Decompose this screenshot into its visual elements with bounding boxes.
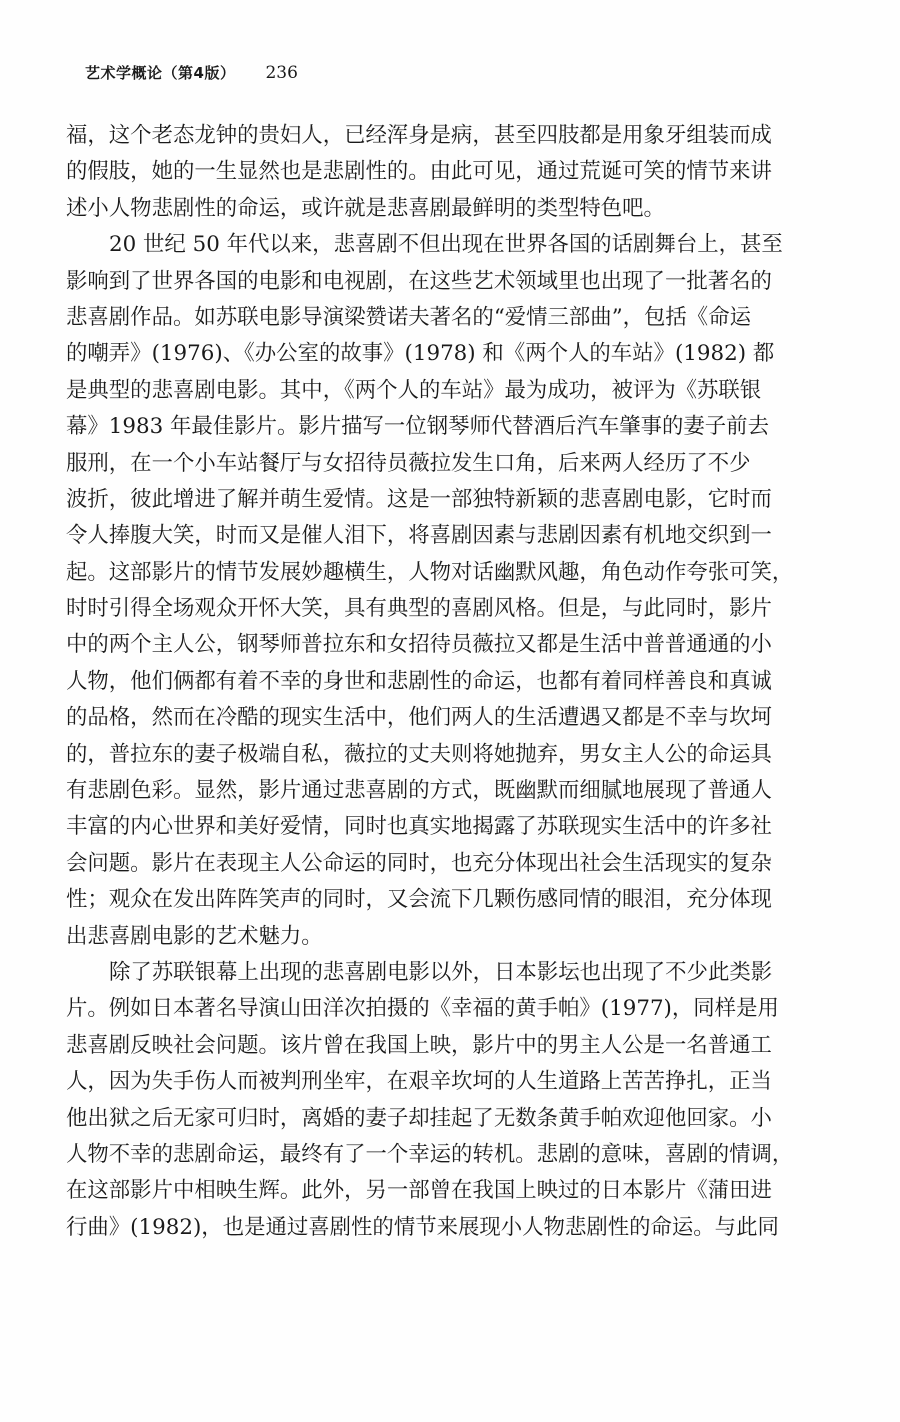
text-line: 行曲》(1982)，也是通过喜剧性的情节来展现小人物悲剧性的命运。与此同 bbox=[66, 1214, 779, 1240]
text-line: 的品格，然而在冷酷的现实生活中，他们两人的生活遭遇又都是不幸与坎坷 bbox=[66, 705, 772, 731]
text-line: 述小人物悲剧性的命运，或许就是悲喜剧最鲜明的类型特色吧。 bbox=[66, 195, 665, 221]
text-line: 悲喜剧反映社会问题。该片曾在我国上映，影片中的男主人公是一名普通工 bbox=[66, 1032, 772, 1058]
running-head bbox=[85, 62, 298, 86]
text-line: 片。例如日本著名导演山田洋次拍摄的《幸福的黄手帕》(1977)，同样是用 bbox=[66, 996, 779, 1022]
text-line: 丰富的内心世界和美好爱情，同时也真实地揭露了苏联现实生活中的许多社 bbox=[66, 814, 772, 840]
text-line: 起。这部影片的情节发展妙趣横生，人物对话幽默风趣，角色动作夸张可笑， bbox=[66, 559, 794, 585]
text-line: 的，普拉东的妻子极端自私，薇拉的丈夫则将她抛弃，男女主人公的命运具 bbox=[66, 741, 772, 767]
text-line: 悲喜剧作品。如苏联电影导演梁赞诺夫著名的“爱情三部曲”，包括《命运 bbox=[66, 304, 751, 330]
body-text bbox=[66, 118, 844, 1246]
text-line: 人，因为失手伤人而被判刑坐牢，在艰辛坎坷的人生道路上苦苦挣扎，正当 bbox=[66, 1069, 772, 1095]
text-line: 服刑，在一个小车站餐厅与女招待员薇拉发生口角，后来两人经历了不少 bbox=[66, 450, 751, 476]
page-number: 236 bbox=[265, 63, 298, 83]
text-line: 是典型的悲喜剧电影。其中，《两个人的车站》最为成功，被评为《苏联银 bbox=[66, 377, 762, 403]
text-line: 波折，彼此增进了解并萌生爱情。这是一部独特新颖的悲喜剧电影，它时而 bbox=[66, 486, 772, 512]
text-line: 在这部影片中相映生辉。此外，另一部曾在我国上映过的日本影片《蒲田进 bbox=[66, 1178, 772, 1204]
text-line: 他出狱之后无家可归时，离婚的妻子却挂起了无数条黄手帕欢迎他回家。小 bbox=[66, 1105, 772, 1131]
book-title: 艺术学概论（第4版） bbox=[85, 64, 236, 82]
text-line: 福，这个老态龙钟的贵妇人，已经浑身是病，甚至四肢都是用象牙组装而成 bbox=[66, 123, 772, 148]
text-line: 出悲喜剧电影的艺术魅力。 bbox=[66, 923, 323, 949]
text-line: 幕》1983 年最佳影片。影片描写一位钢琴师代替酒后汽车肇事的妻子前去 bbox=[66, 414, 769, 440]
text-line: 令人捧腹大笑，时而又是催人泪下，将喜剧因素与悲剧因素有机地交织到一 bbox=[66, 523, 772, 549]
text-line: 性；观众在发出阵阵笑声的同时，又会流下几颗伤感同情的眼泪，充分体现 bbox=[66, 887, 772, 913]
text-line: 时时引得全场观众开怀大笑，具有典型的喜剧风格。但是，与此同时，影片 bbox=[66, 596, 772, 622]
text-line: 会问题。影片在表现主人公命运的同时，也充分体现出社会生活现实的复杂 bbox=[66, 850, 772, 876]
paragraph-start-line: 除了苏联银幕上出现的悲喜剧电影以外，日本影坛也出现了不少此类影 bbox=[109, 959, 773, 985]
text-line: 中的两个主人公，钢琴师普拉东和女招待员薇拉又都是生活中普普通通的小 bbox=[66, 632, 772, 658]
text-line: 人物，他们俩都有着不幸的身世和悲剧性的命运，也都有着同样善良和真诚 bbox=[66, 668, 772, 694]
text-line: 人物不幸的悲剧命运，最终有了一个幸运的转机。悲剧的意味，喜剧的情调， bbox=[66, 1141, 794, 1167]
text-line: 有悲剧色彩。显然，影片通过悲喜剧的方式，既幽默而细腻地展现了普通人 bbox=[66, 778, 772, 804]
text-line: 的嘲弄》(1976)、《办公室的故事》(1978) 和《两个人的车站》(1982) 都 bbox=[66, 341, 775, 367]
text-line: 的假肢，她的一生显然也是悲剧性的。由此可见，通过荒诞可笑的情节来讲 bbox=[66, 159, 772, 185]
paragraph-start-line: 20 世纪 50 年代以来，悲喜剧不但出现在世界各国的话剧舞台上，甚至 bbox=[109, 232, 783, 258]
text-line: 影响到了世界各国的电影和电视剧，在这些艺术领域里也出现了一批著名的 bbox=[66, 268, 772, 294]
